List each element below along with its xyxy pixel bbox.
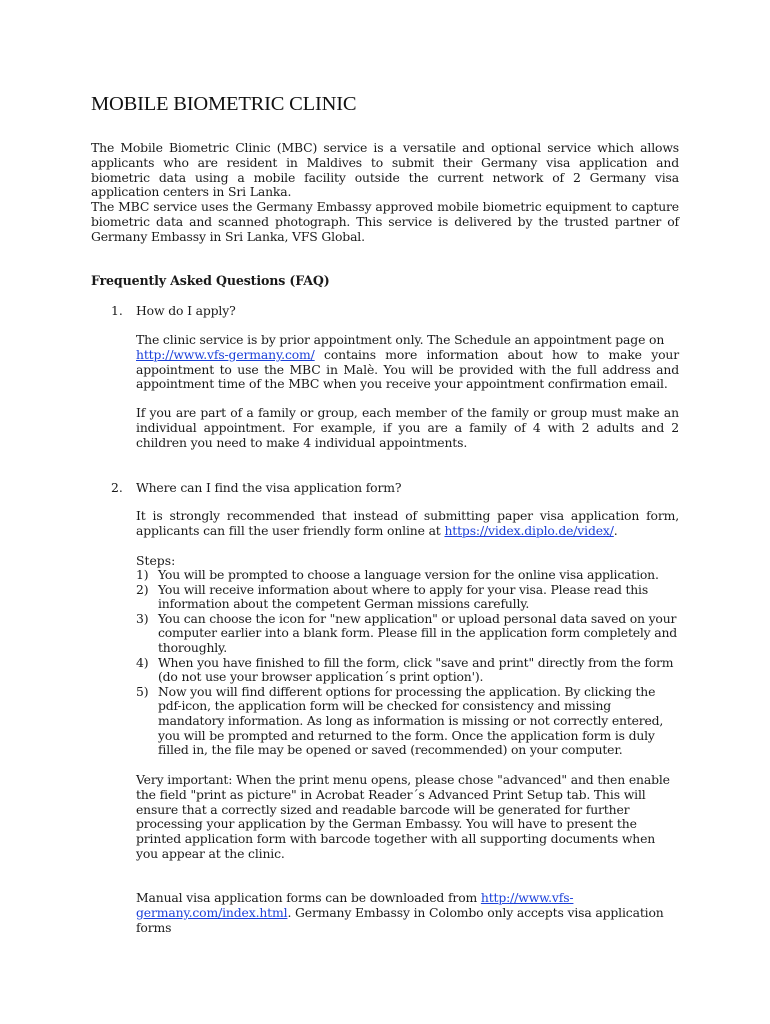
vfs-index-link[interactable]: http://www.vfs-germany.com/index.html	[136, 890, 574, 920]
videx-link[interactable]: https://videx.diplo.de/videx/	[444, 522, 614, 538]
step-item	[136, 656, 679, 685]
steps-label: Steps:	[136, 553, 176, 568]
step-number: 3)	[136, 610, 149, 626]
step-number: 2)	[136, 581, 149, 597]
question-2-text: Where can I find the visa application form?	[136, 480, 402, 495]
step-text: When you have finished to fill the form, click "save and print" directly from the form (do not use your browser application´s print option').	[158, 654, 674, 685]
page-title: MOBILE BIOMETRIC CLINIC	[91, 93, 357, 115]
step-number: 4)	[136, 654, 149, 670]
step-text: You will be prompted to choose a language version for the online visa application.	[158, 567, 659, 582]
answer-text: contains more information about how to make your appointment to use the MBC in Malè. You will be provided with the full address and appointment time of the MBC when you receive your appointment confirmation email.	[136, 346, 679, 392]
step-text: Now you will find different options for processing the application. By clicking the pdf-icon, the application form will be checked for consistency and missing mandatory information. As long as information is missing or not correctly entered, you will be prompted and returned to the form. Once the application form is duly filled in, the file may be opened or saved (recommended) on your computer.	[158, 683, 664, 758]
faq-heading: Frequently Asked Questions (FAQ)	[91, 273, 330, 288]
step-item	[136, 568, 679, 583]
question-1-number: 1.	[111, 303, 123, 318]
question-1-text: How do I apply?	[136, 303, 236, 318]
answer-text: .	[613, 522, 618, 538]
manual-text: Manual visa application forms can be downloaded from	[136, 890, 481, 905]
question-1-answer-2: If you are part of a family or group, each member of the family or group must make an individual appointment. For example, if you are a family of 4 with 2 adults and 2 children you need to make 4 individual appointments.	[136, 405, 679, 450]
step-item	[136, 612, 679, 656]
step-item	[136, 583, 679, 612]
answer-text: The clinic service is by prior appointment only. The Schedule an appointment page on	[136, 332, 665, 347]
step-number: 1)	[136, 567, 149, 582]
intro-paragraph-1: The Mobile Biometric Clinic (MBC) service is a versatile and optional service which allows applicants who are resident in Maldives to submit their Germany visa application and biometric data using a mobile facility outside the current network of 2 Germany visa application centers in Sri Lanka.	[91, 140, 679, 200]
question-2-answer-1	[136, 509, 679, 539]
question-2-number: 2.	[111, 480, 123, 495]
step-item	[136, 685, 679, 758]
answer-text: It is strongly recommended that instead of submitting paper visa application form, applicants can fill the user friendly form online at	[136, 508, 679, 538]
intro-paragraph-2: The MBC service uses the Germany Embassy approved mobile biometric equipment to capture biometric data and scanned photograph. This service is delivered by the trusted partner of Germany Embassy in Sri Lanka, VFS Global.	[91, 199, 679, 244]
step-text: You can choose the icon for "new application" or upload personal data saved on your computer earlier into a blank form. Please fill in the application form completely and thoroughly.	[158, 610, 678, 655]
manual-text: . Germany Embassy in Colombo only accepts visa application forms	[136, 904, 664, 935]
step-number: 5)	[136, 683, 149, 699]
steps-list	[136, 568, 679, 758]
vfs-germany-link[interactable]: http://www.vfs-germany.com/	[136, 346, 315, 362]
question-1-answer-1	[136, 333, 679, 392]
important-note: Very important: When the print menu opens, please chose "advanced" and then enable the field "print as picture" in Acrobat Reader´s Advanced Print Setup tab. This will ensure that a correctly sized and readable barcode will be generated for further processing your application by the German Embassy. You will have to present the printed application form with barcode together with all supporting documents when you appear at the clinic.	[136, 772, 670, 861]
manual-forms-paragraph	[136, 891, 679, 935]
step-text: You will receive information about where to apply for your visa. Please read this information about the competent German missions carefully.	[158, 581, 649, 612]
